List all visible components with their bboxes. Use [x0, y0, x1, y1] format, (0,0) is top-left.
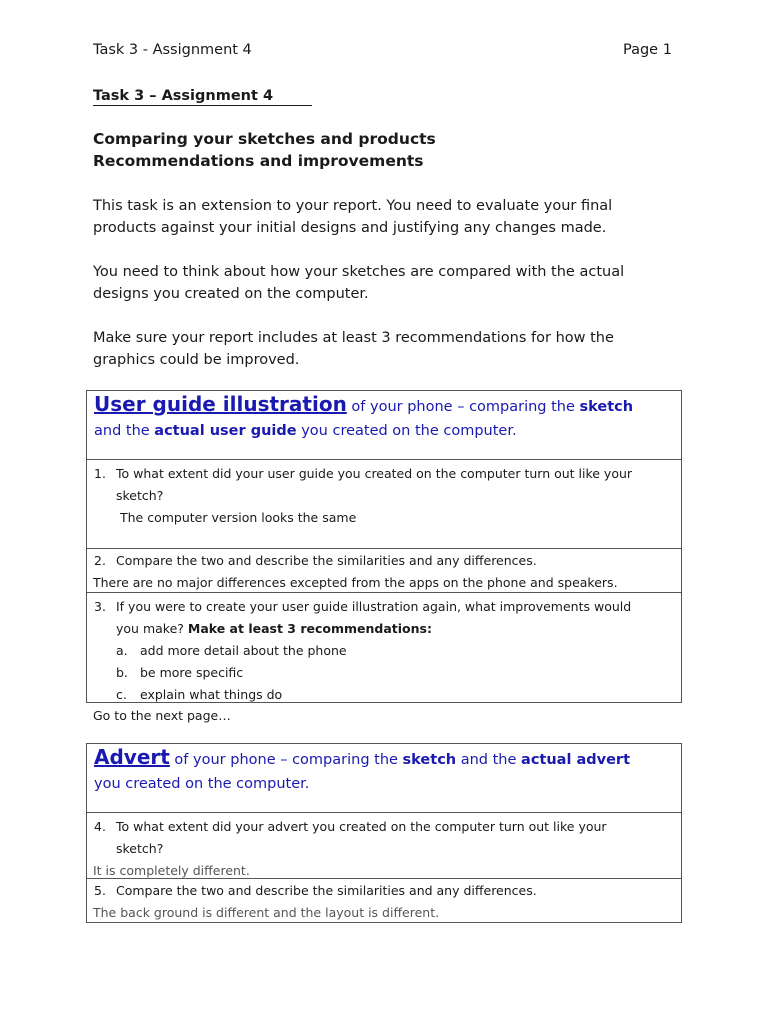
document-title: Task 3 – Assignment 4: [93, 88, 274, 104]
question-3-row: [87, 592, 681, 702]
question-text: sketch?: [116, 841, 164, 856]
page-number: Page 1: [623, 42, 672, 58]
title-underline: [93, 105, 312, 106]
heading-text: you created on the computer.: [296, 423, 517, 439]
paragraph-line: You need to think about how your sketches are compared with the actual: [93, 264, 625, 280]
answer-text: The back ground is different and the layout is different.: [93, 905, 440, 920]
next-page-note: Go to the next page…: [93, 708, 231, 723]
recommendation-item: [87, 662, 681, 684]
paragraph-intro: [93, 195, 693, 239]
recommendation-item: [87, 640, 681, 662]
question-text: If you were to create your user guide illustration again, what improvements would: [116, 599, 632, 614]
heading-bold-sketch: sketch: [402, 752, 457, 768]
question-text: To what extent did your advert you created on the computer turn out like your: [116, 819, 607, 834]
question-text: [87, 618, 681, 640]
heading-text: you created on the computer.: [94, 776, 310, 792]
heading-bold-sketch: sketch: [579, 399, 634, 415]
item-letter: c.: [116, 687, 127, 702]
advert-table: [86, 743, 682, 923]
answer-text: The computer version looks the same: [120, 510, 357, 525]
item-letter: b.: [116, 665, 128, 680]
question-text: sketch?: [116, 488, 164, 503]
user-guide-table: [86, 390, 682, 703]
item-text: explain what things do: [140, 687, 283, 702]
item-text: add more detail about the phone: [140, 643, 347, 658]
answer-text: It is completely different.: [93, 863, 250, 878]
paragraph-line: graphics could be improved.: [93, 352, 300, 368]
heading-text: of your phone – comparing the: [346, 399, 580, 415]
heading-text: of your phone – comparing the: [169, 752, 403, 768]
heading-text: and the: [94, 423, 155, 439]
question-text: Compare the two and describe the similarities and any differences.: [116, 553, 537, 568]
paragraph-line: products against your initial designs and justifying any changes made.: [93, 220, 607, 236]
question-number: 2.: [94, 553, 106, 568]
paragraph-line: Make sure your report includes at least 3 recommendations for how the: [93, 330, 614, 346]
page-header-title: Task 3 - Assignment 4: [93, 42, 252, 58]
subheading-comparing: Comparing your sketches and products: [93, 130, 436, 148]
question-number: 3.: [94, 599, 106, 614]
question-number: 4.: [94, 819, 106, 834]
subheading-recommendations: Recommendations and improvements: [93, 152, 424, 170]
question-number: 5.: [94, 883, 106, 898]
user-guide-heading-row: [87, 391, 681, 459]
question-5-row: [87, 878, 681, 922]
item-text: be more specific: [140, 665, 244, 680]
question-text-part: you make?: [116, 621, 188, 636]
question-1-row: [87, 459, 681, 548]
item-letter: a.: [116, 643, 128, 658]
heading-bold-actual-advert: actual advert: [521, 752, 631, 768]
paragraph-line: designs you created on the computer.: [93, 286, 369, 302]
answer-text: There are no major differences excepted from the apps on the phone and speakers.: [93, 575, 618, 590]
paragraph-line: This task is an extension to your report. You need to evaluate your final: [93, 198, 613, 214]
question-2-row: [87, 548, 681, 592]
recommendation-item: [87, 684, 681, 706]
user-guide-heading: User guide illustration: [94, 392, 347, 416]
advert-heading: Advert: [94, 745, 170, 769]
paragraph-sketches: [93, 261, 693, 305]
paragraph-recommendations: [93, 327, 693, 371]
question-4-row: [87, 812, 681, 878]
question-text: Compare the two and describe the similarities and any differences.: [116, 883, 537, 898]
question-number: 1.: [94, 466, 106, 481]
advert-heading-row: [87, 744, 681, 812]
question-text: To what extent did your user guide you created on the computer turn out like your: [116, 466, 633, 481]
question-text-bold: Make at least 3 recommendations:: [187, 621, 432, 636]
heading-bold-actual-user-guide: actual user guide: [154, 423, 297, 439]
heading-text: and the: [456, 752, 522, 768]
